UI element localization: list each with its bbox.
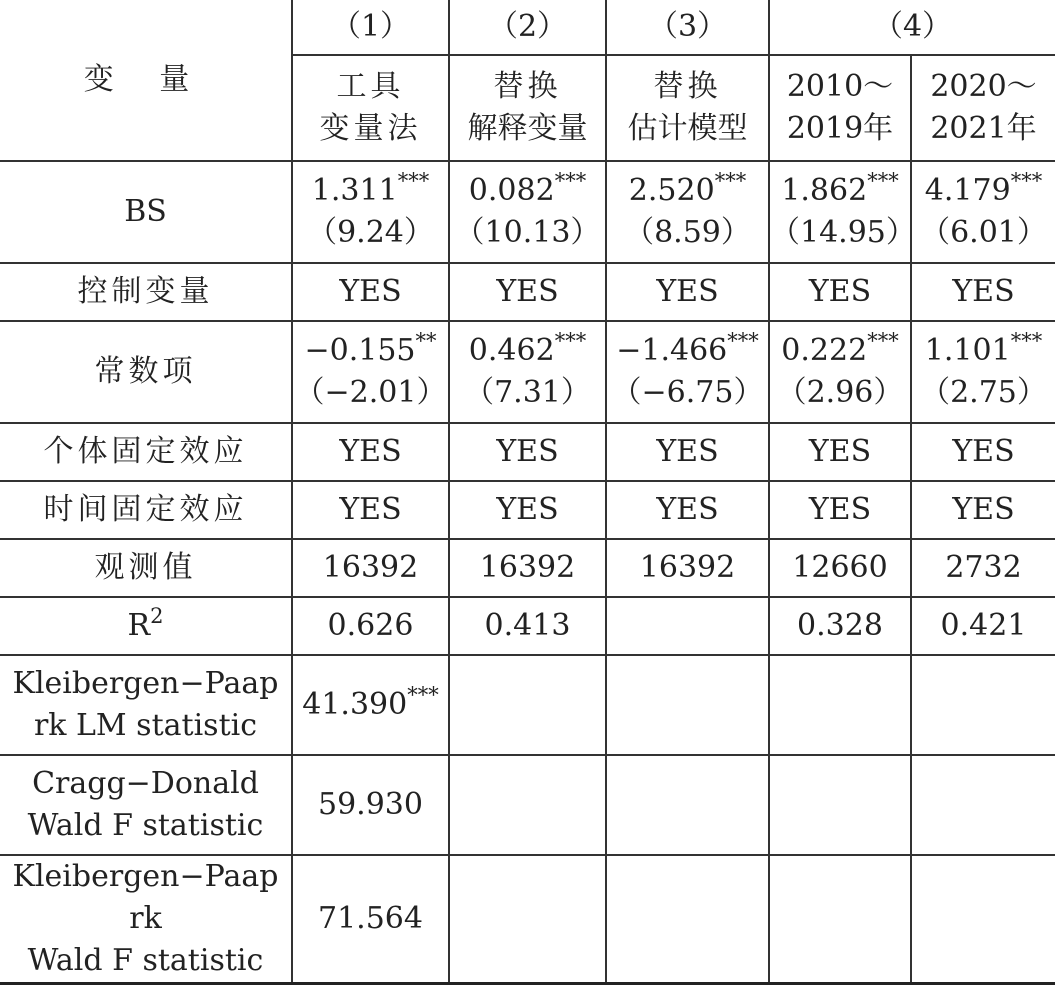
row-cd-wald bbox=[0, 755, 1055, 855]
t-stat: （14.95） bbox=[770, 215, 916, 250]
bs-cell-3 bbox=[606, 161, 769, 263]
cell: YES bbox=[292, 481, 449, 539]
col-header-1-line2: 变量法 bbox=[319, 111, 422, 146]
row-bs bbox=[0, 161, 1055, 263]
empty-cell bbox=[449, 855, 606, 984]
coef: 4.179 bbox=[924, 173, 1011, 208]
row-constant bbox=[0, 321, 1055, 423]
const-cell-1 bbox=[292, 321, 449, 423]
header-row-numbers bbox=[0, 0, 1055, 55]
row-kp-lm bbox=[0, 655, 1055, 755]
row-label: 观测值 bbox=[0, 539, 292, 597]
r2-base: R bbox=[127, 608, 151, 643]
empty-cell bbox=[911, 755, 1055, 855]
cell: 16392 bbox=[292, 539, 449, 597]
cell: 0.413 bbox=[449, 597, 606, 655]
cell: 16392 bbox=[606, 539, 769, 597]
empty-cell bbox=[449, 655, 606, 755]
stars: *** bbox=[727, 329, 759, 353]
stars: *** bbox=[867, 169, 899, 193]
row-label bbox=[0, 755, 292, 855]
cell: YES bbox=[449, 481, 606, 539]
t-stat: （6.01） bbox=[920, 215, 1047, 250]
cell bbox=[292, 655, 449, 755]
coef: 0.222 bbox=[781, 333, 868, 368]
stars: *** bbox=[554, 169, 587, 193]
row-individual-fe bbox=[0, 423, 1055, 481]
cell: YES bbox=[769, 263, 911, 321]
row-label: 控制变量 bbox=[0, 263, 292, 321]
row-label: BS bbox=[0, 161, 292, 263]
row-kp-wald bbox=[0, 855, 1055, 984]
coef: 2.520 bbox=[628, 173, 715, 208]
col-header-4b bbox=[911, 55, 1055, 161]
row-time-fe bbox=[0, 481, 1055, 539]
col-header-3-line1: 替换 bbox=[653, 69, 722, 104]
empty-cell bbox=[769, 755, 911, 855]
col-header-3 bbox=[606, 55, 769, 161]
t-stat: （9.24） bbox=[307, 215, 434, 250]
cell: YES bbox=[449, 263, 606, 321]
label-line1: Kleibergen−Paap rk bbox=[12, 859, 279, 936]
coef: 1.311 bbox=[311, 173, 398, 208]
stars: *** bbox=[407, 683, 439, 707]
stars: *** bbox=[867, 329, 899, 353]
bs-cell-5 bbox=[911, 161, 1055, 263]
const-cell-4 bbox=[769, 321, 911, 423]
empty-cell bbox=[911, 655, 1055, 755]
cell: 12660 bbox=[769, 539, 911, 597]
row-label bbox=[0, 655, 292, 755]
stars: ** bbox=[415, 329, 437, 353]
coef: 0.462 bbox=[468, 333, 555, 368]
label-line2: rk LM statistic bbox=[33, 708, 258, 743]
empty-cell bbox=[911, 855, 1055, 984]
col-number-3: （3） bbox=[606, 0, 769, 55]
bs-cell-2 bbox=[449, 161, 606, 263]
row-label bbox=[0, 855, 292, 984]
label-line2: Wald F statistic bbox=[27, 808, 264, 843]
cell: YES bbox=[911, 263, 1055, 321]
col-header-1 bbox=[292, 55, 449, 161]
empty-cell bbox=[606, 655, 769, 755]
bs-cell-1 bbox=[292, 161, 449, 263]
col-header-4a-line2: 2019年 bbox=[786, 111, 894, 146]
label-line2: Wald F statistic bbox=[27, 943, 264, 978]
empty-cell bbox=[606, 855, 769, 984]
cell: 0.626 bbox=[292, 597, 449, 655]
cell: YES bbox=[606, 263, 769, 321]
cell: YES bbox=[292, 263, 449, 321]
const-cell-3 bbox=[606, 321, 769, 423]
coef: −0.155 bbox=[304, 333, 416, 368]
t-stat: （8.59） bbox=[624, 215, 751, 250]
cell: 59.930 bbox=[292, 755, 449, 855]
row-observations bbox=[0, 539, 1055, 597]
t-stat: （2.96） bbox=[776, 375, 904, 410]
col-header-4a bbox=[769, 55, 911, 161]
t-stat: （10.13） bbox=[454, 215, 601, 250]
cell: YES bbox=[769, 481, 911, 539]
t-stat: （−2.01） bbox=[294, 375, 447, 410]
r2-sup: 2 bbox=[150, 604, 164, 628]
cell: YES bbox=[292, 423, 449, 481]
cell: 0.328 bbox=[769, 597, 911, 655]
coef: −1.466 bbox=[616, 333, 728, 368]
bs-cell-4 bbox=[769, 161, 916, 263]
cell: 2732 bbox=[911, 539, 1055, 597]
cell: YES bbox=[606, 481, 769, 539]
row-r-squared bbox=[0, 597, 1055, 655]
col-header-4b-line1: 2020～ bbox=[930, 69, 1037, 104]
col-header-4b-line2: 2021年 bbox=[930, 111, 1037, 146]
cell: YES bbox=[911, 423, 1055, 481]
variable-header: 变 量 bbox=[0, 0, 292, 161]
col-header-2-line1: 替换 bbox=[493, 69, 562, 104]
cell: YES bbox=[769, 423, 911, 481]
row-label: 个体固定效应 bbox=[0, 423, 292, 481]
coef: 0.082 bbox=[468, 173, 555, 208]
cell: 0.421 bbox=[911, 597, 1055, 655]
stars: *** bbox=[1010, 329, 1043, 353]
col-header-2 bbox=[449, 55, 606, 161]
stars: *** bbox=[1010, 169, 1043, 193]
row-label: 时间固定效应 bbox=[0, 481, 292, 539]
col-header-2-line2: 解释变量 bbox=[467, 111, 588, 146]
label-line1: Kleibergen−Paap bbox=[12, 666, 279, 701]
cell bbox=[606, 597, 769, 655]
cell: YES bbox=[449, 423, 606, 481]
stars: *** bbox=[714, 169, 747, 193]
t-stat: （7.31） bbox=[464, 375, 591, 410]
col-number-2: （2） bbox=[449, 0, 606, 55]
row-label: 常数项 bbox=[0, 321, 292, 423]
stars: *** bbox=[397, 169, 430, 193]
empty-cell bbox=[769, 855, 911, 984]
cell: 71.564 bbox=[292, 855, 449, 984]
cell: YES bbox=[911, 481, 1055, 539]
label-line1: Cragg−Donald bbox=[32, 766, 259, 801]
col-number-1: （1） bbox=[292, 0, 449, 55]
row-controls bbox=[0, 263, 1055, 321]
const-cell-2 bbox=[449, 321, 606, 423]
row-label bbox=[0, 597, 292, 655]
coef: 1.101 bbox=[924, 333, 1011, 368]
empty-cell bbox=[606, 755, 769, 855]
empty-cell bbox=[769, 655, 911, 755]
col-number-4: （4） bbox=[769, 0, 1055, 55]
col-header-4a-line1: 2010～ bbox=[786, 69, 894, 104]
col-header-3-line2: 估计模型 bbox=[627, 111, 748, 146]
cell: 16392 bbox=[449, 539, 606, 597]
empty-cell bbox=[449, 755, 606, 855]
col-header-1-line1: 工具 bbox=[336, 69, 405, 104]
coef: 1.862 bbox=[781, 173, 868, 208]
value: 41.390 bbox=[302, 687, 408, 722]
t-stat: （2.75） bbox=[920, 375, 1047, 410]
cell: YES bbox=[606, 423, 769, 481]
stars: *** bbox=[554, 329, 587, 353]
const-cell-5 bbox=[911, 321, 1055, 423]
t-stat: （−6.75） bbox=[611, 375, 764, 410]
